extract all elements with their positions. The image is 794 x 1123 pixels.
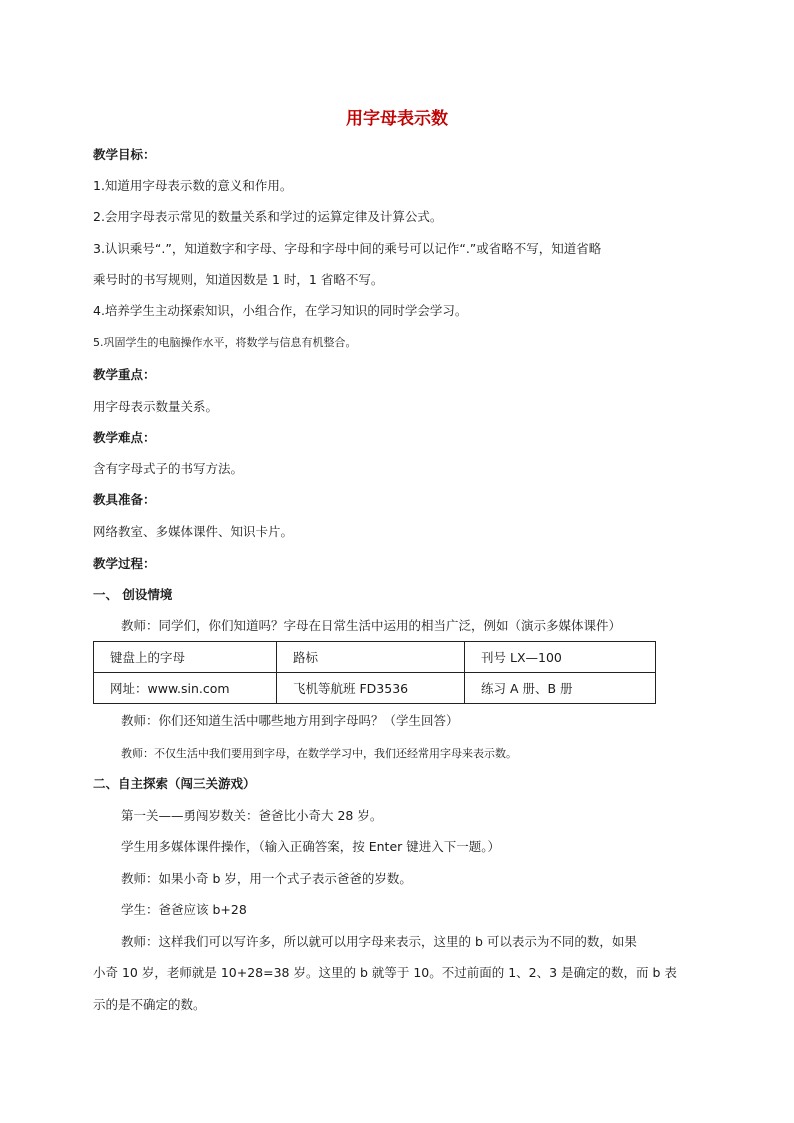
section2-line: 第一关——勇闯岁数关：爸爸比小奇大 28 岁。	[121, 808, 383, 823]
section2-line: 教师：这样我们可以写许多，所以就可以用字母来表示，这里的 b 可以表示为不同的数，如果	[121, 934, 637, 949]
section2-continuation: 小奇 10 岁，老师就是 10+28=38 岁。这里的 b 就等于 10。不过前面的 1、2、3 是确定的数，而 b 表	[93, 965, 677, 980]
goal-item: 1.知道用字母表示数的意义和作用。	[93, 178, 293, 193]
materials-heading: 教具准备：	[93, 492, 156, 507]
process-heading: 教学过程：	[93, 556, 156, 571]
letters-table	[93, 641, 656, 704]
table-cell: 练习 A 册、B 册	[465, 673, 656, 704]
section1-heading: 一、 创设情境	[93, 587, 173, 602]
goal-item: 4.培养学生主动探索知识，小组合作，在学习知识的同时学会学习。	[93, 303, 468, 318]
goal-item: 乘号时的书写规则，知道因数是 1 时，1 省略不写。	[93, 272, 384, 287]
section2-continuation: 示的是不确定的数。	[93, 997, 206, 1012]
key-point-text: 用字母表示数量关系。	[93, 399, 219, 414]
materials-text: 网络教室、多媒体课件、知识卡片。	[93, 524, 294, 539]
section1-after-question: 教师：你们还知道生活中哪些地方用到字母吗？（学生回答）	[121, 713, 459, 728]
table-cell: 键盘上的字母	[94, 642, 277, 673]
page-title: 用字母表示数	[346, 109, 448, 129]
goals-heading: 教学目标：	[93, 147, 156, 162]
difficulty-text: 含有字母式子的书写方法。	[93, 461, 244, 476]
section1-intro: 教师：同学们，你们知道吗？字母在日常生活中运用的相当广泛，例如（演示多媒体课件）	[121, 618, 622, 633]
table-cell: 飞机等航班 FD3536	[277, 673, 465, 704]
table-cell: 路标	[277, 642, 465, 673]
section2-line: 学生用多媒体课件操作，（输入正确答案，按 Enter 键进入下一题。）	[121, 839, 500, 854]
goal-item: 5.巩固学生的电脑操作水平，将数学与信息有机整合。	[93, 336, 357, 349]
section1-after-note: 教师：不仅生活中我们要用到字母，在数学学习中，我们还经常用字母来表示数。	[121, 747, 517, 760]
section2-line: 学生：爸爸应该 b+28	[121, 902, 247, 917]
goal-item: 3.认识乘号“.”，知道数字和字母、字母和字母中间的乘号可以记作“.”或省略不写，知道省略	[93, 241, 602, 256]
section2-line: 教师：如果小奇 b 岁，用一个式子表示爸爸的岁数。	[121, 871, 412, 886]
table-row	[94, 642, 656, 673]
section2-heading: 二、自主探索（闯三关游戏）	[93, 776, 256, 791]
goal-item: 2.会用字母表示常见的数量关系和学过的运算定律及计算公式。	[93, 209, 443, 224]
table-cell: 网址：www.sin.com	[94, 673, 277, 704]
key-point-heading: 教学重点：	[93, 367, 156, 382]
table-cell: 刊号 LX—100	[465, 642, 656, 673]
difficulty-heading: 教学难点：	[93, 430, 156, 445]
table-row	[94, 673, 656, 704]
